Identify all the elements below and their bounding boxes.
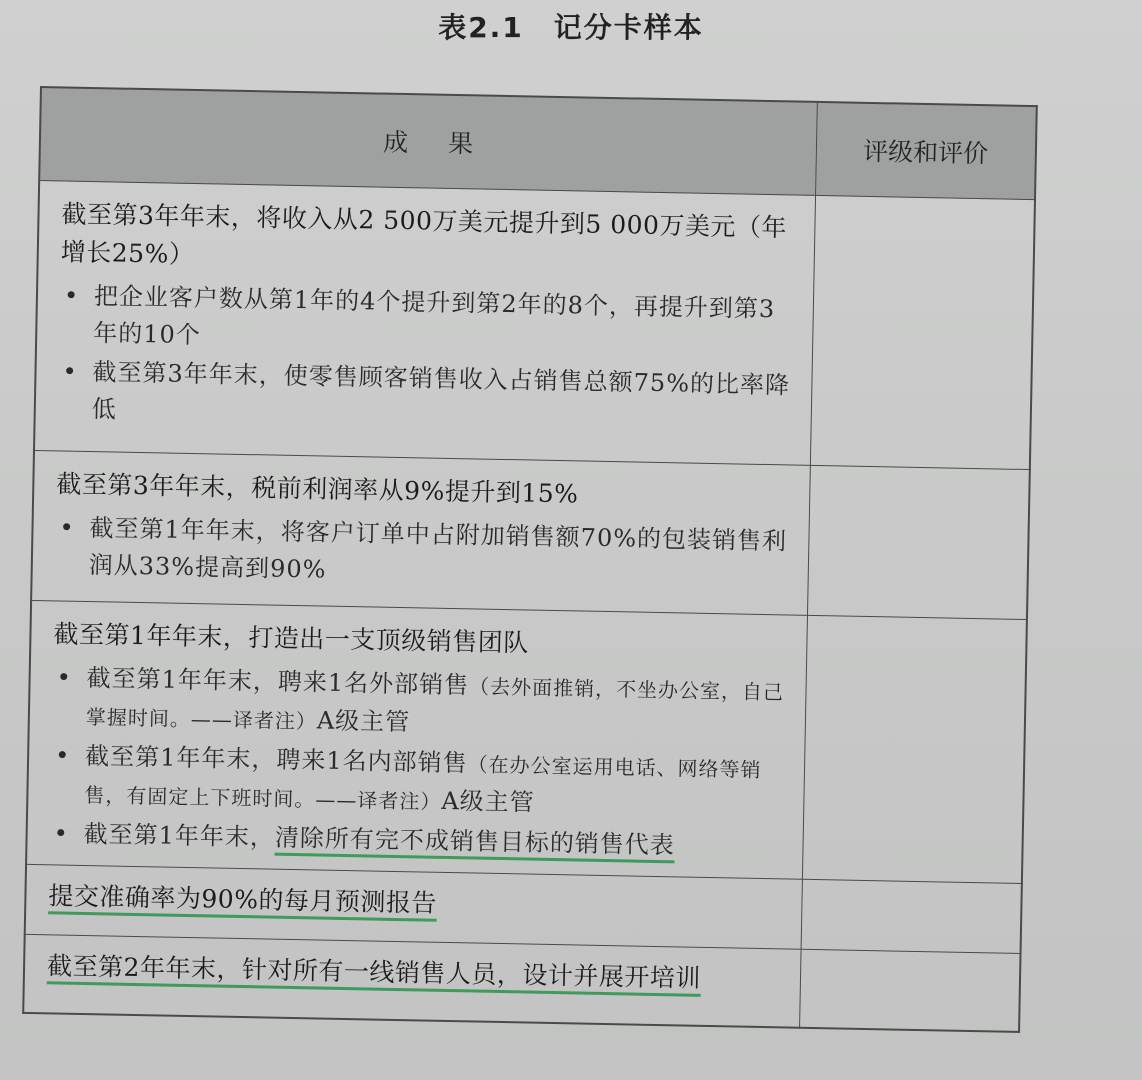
highlighted-text: 截至第2年年末，针对所有一线销售人员，设计并展开培训 xyxy=(46,951,702,994)
header-results: 成果 xyxy=(39,87,817,195)
bullet-icon: • xyxy=(56,663,73,692)
sub-goal-text-suffix: A级主管 xyxy=(441,787,535,817)
sub-goal-item xyxy=(52,660,792,750)
table-row xyxy=(26,601,1027,884)
bullet-icon: • xyxy=(63,281,80,310)
table-row xyxy=(31,451,1030,620)
goal-title: 截至第3年年末，将收入从2 500万美元提升到5 000万美元（年增长25%） xyxy=(60,199,788,269)
sub-goal-text: 截至第1年年末，将客户订单中占附加销售额70%的包装销售利润从33%提高到90% xyxy=(88,514,788,584)
results-cell xyxy=(31,451,810,616)
results-cell xyxy=(23,935,800,1028)
sub-goal-text: 截至第1年年末， xyxy=(83,820,276,852)
sub-goal-item xyxy=(59,277,799,365)
sub-goal-item xyxy=(54,510,794,598)
rating-cell[interactable] xyxy=(799,950,1020,1032)
sub-goal-text: 截至第3年年末，使零售顾客销售收入占销售总额75%的比率降低 xyxy=(91,358,791,424)
bullet-icon: • xyxy=(62,357,78,386)
sub-goal-text: 把企业客户数从第1年的4个提升到第2年的8个，再提升到第3年的10个 xyxy=(92,282,776,350)
bullet-icon: • xyxy=(53,819,70,848)
header-rating: 评级和评价 xyxy=(815,102,1037,200)
highlighted-text: 提交准确率为90%的每月预测报告 xyxy=(48,881,438,919)
rating-cell[interactable] xyxy=(807,466,1030,620)
goal-title: 截至第3年年末，税前利润率从9%提升到15% xyxy=(56,469,579,509)
bullet-icon: • xyxy=(54,741,71,770)
sub-goal-item xyxy=(57,353,797,441)
goal-title: 截至第1年年末，打造出一支顶级销售团队 xyxy=(53,619,530,658)
sub-goal-text: 截至第1年年末，聘来1名外部销售 xyxy=(86,664,470,700)
sub-goal-text: 截至第1年年末，聘来1名内部销售 xyxy=(84,742,468,778)
table-caption: 表2.1 记分卡样本 xyxy=(438,11,704,44)
translator-note: （去外面推销，不坐办公室，自己掌握时间。——译者注） xyxy=(85,674,785,734)
highlighted-text: 清除所有完不成销售目标的销售代表 xyxy=(274,823,676,860)
results-cell xyxy=(26,601,807,880)
results-cell xyxy=(34,181,815,466)
translator-note: （在办公室运用电话、网络等销售，有固定上下班时间。——译者注） xyxy=(84,752,762,815)
scorecard-table-wrapper xyxy=(22,86,1036,1033)
goal-title xyxy=(47,948,786,1000)
scorecard-table xyxy=(22,86,1038,1033)
sub-goal-list xyxy=(57,277,798,441)
rating-cell[interactable] xyxy=(801,880,1022,954)
sub-goal-item xyxy=(50,738,790,828)
sub-goal-list xyxy=(49,660,791,867)
sub-goal-list xyxy=(54,510,794,598)
table-row xyxy=(34,181,1035,470)
rating-cell[interactable] xyxy=(802,616,1027,884)
goal-title xyxy=(48,878,787,930)
rating-cell[interactable] xyxy=(810,195,1035,469)
bullet-icon: • xyxy=(59,513,75,542)
sub-goal-text-suffix: A级主管 xyxy=(316,706,411,737)
